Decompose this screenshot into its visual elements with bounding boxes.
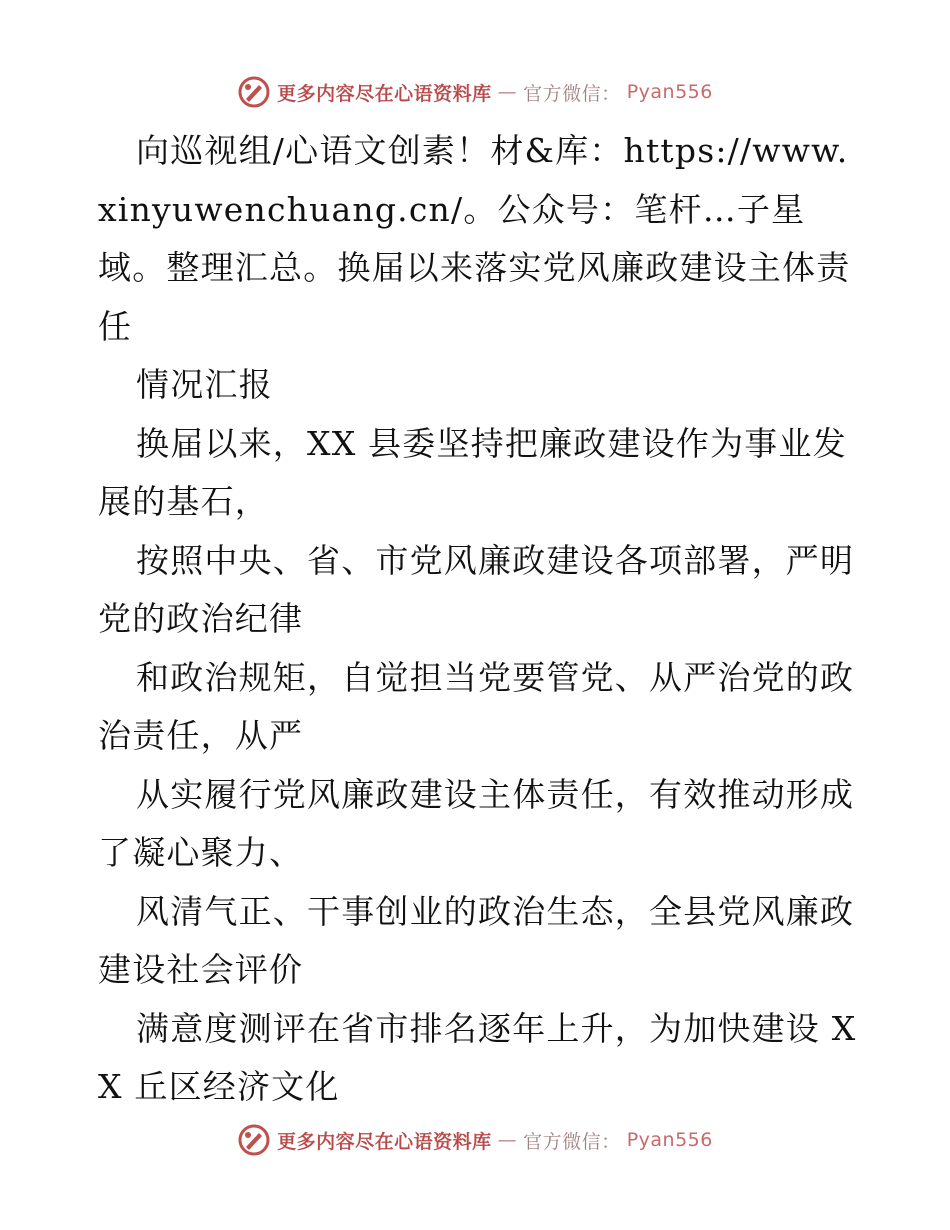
paragraph-2: 情况汇报 xyxy=(136,365,273,404)
paragraph-3: 换届以来，XX 县委坚持把廉政建设作为事业发展的基石， xyxy=(98,423,847,521)
paragraph-8: 满意度测评在省市排名逐年上升，为加快建设 XX 丘区经济文化 xyxy=(98,1008,857,1106)
document-body xyxy=(98,122,858,1117)
banner-wechat-id: Pyan556 xyxy=(626,81,713,103)
paragraph-5: 和政治规矩，自觉担当党要管党、从严治党的政治责任，从严 xyxy=(98,657,855,755)
banner-brand-text: 更多内容尽在心语资料库 xyxy=(277,82,492,105)
footer-banner-content xyxy=(237,1123,713,1157)
brand-logo-icon xyxy=(237,1123,271,1157)
banner-dash: — xyxy=(497,81,518,103)
paragraph-6: 从实履行党风廉政建设主体责任，有效推动形成了凝心聚力、 xyxy=(98,774,855,872)
paragraph-7: 风清气正、干事创业的政治生态，全县党风廉政建设社会评价 xyxy=(98,891,855,989)
brand-logo-icon xyxy=(237,75,271,109)
footer-banner xyxy=(0,1120,950,1160)
banner-wechat-label: 官方微信： xyxy=(523,1130,621,1153)
banner-wechat-label: 官方微信： xyxy=(523,82,621,105)
header-banner-content xyxy=(237,75,713,109)
paragraph-4: 按照中央、省、市党风廉政建设各项部署，严明党的政治纪律 xyxy=(98,540,855,638)
header-banner xyxy=(0,72,950,112)
banner-wechat-id: Pyan556 xyxy=(626,1129,713,1151)
paragraph-1: 向巡视组/心语文创素！材&库：https://www.xinyuwenchuang.cn/。公众号：笔杆…子星域。整理汇总。换届以来落实党风廉政建设主体责任 xyxy=(98,131,851,346)
banner-brand-text: 更多内容尽在心语资料库 xyxy=(277,1130,492,1153)
banner-dash: — xyxy=(497,1129,518,1151)
